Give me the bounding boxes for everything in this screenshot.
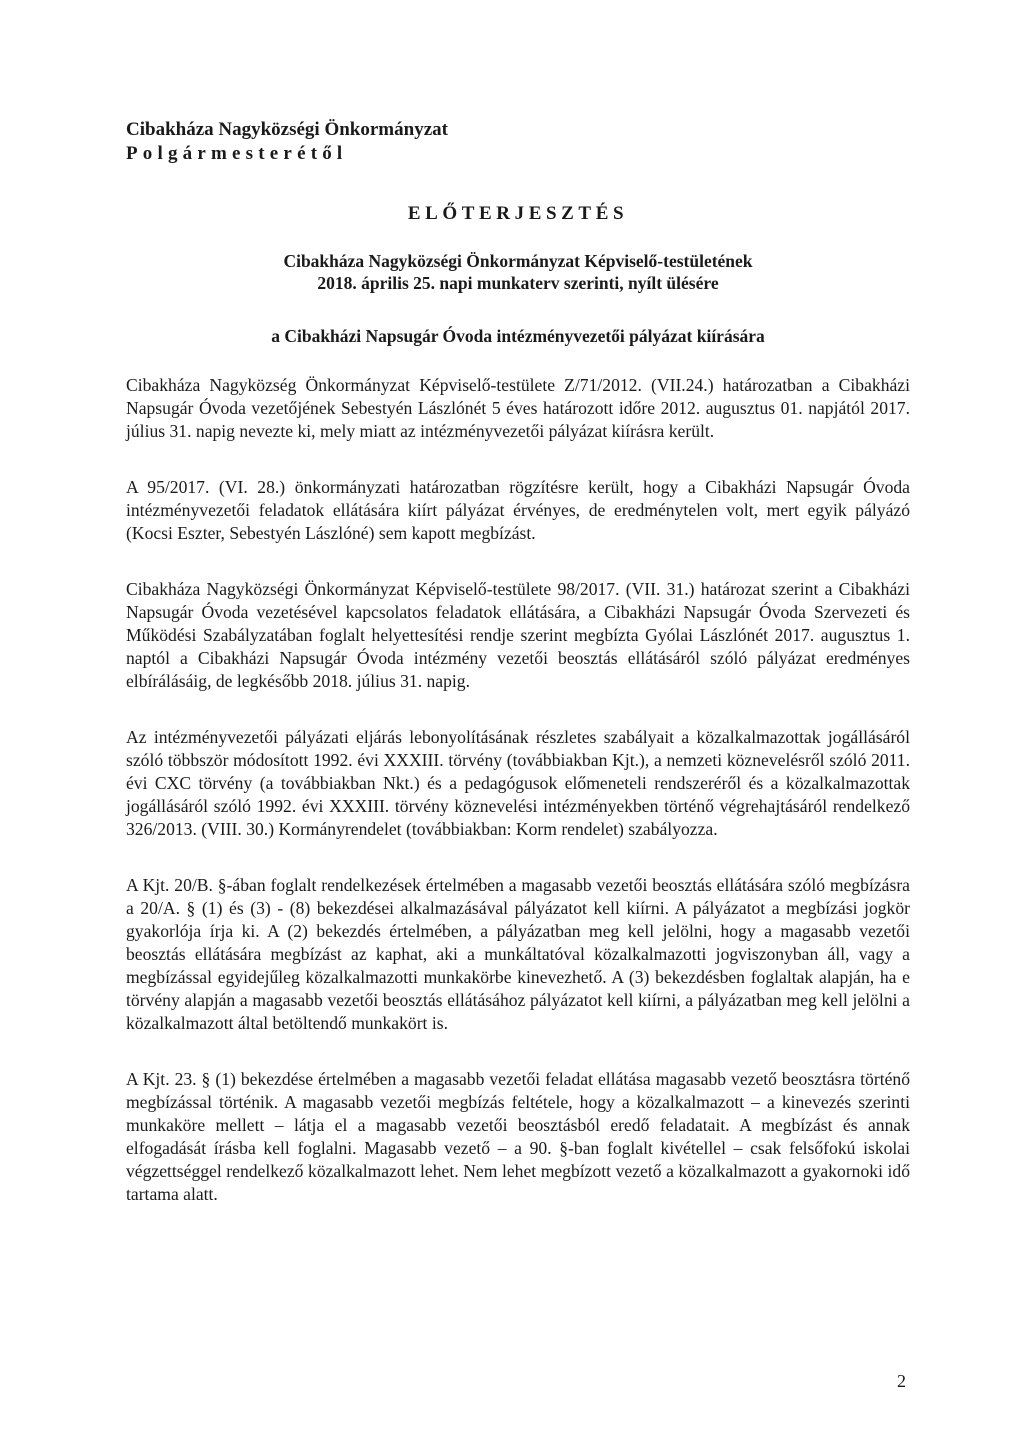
document-topic: a Cibakházi Napsugár Óvoda intézményvezetői pályázat kiírására bbox=[271, 326, 765, 346]
subject-line-2: 2018. április 25. napi munkaterv szerinti, nyílt ülésére bbox=[317, 273, 719, 293]
issuer-mayor: Polgármesterétől bbox=[126, 143, 348, 164]
document-title: ELŐTERJESZTÉS bbox=[407, 203, 629, 224]
paragraph-1: Cibakháza Nagyközség Önkormányzat Képviselő-testülete Z/71/2012. (VII.24.) határozatban a Cibakházi Napsugár Óvoda vezetőjének Sebestyén Lászlónét 5 éves határozott időre 2012. augusztus 01. napjától 2017. július 31. napig nevezte ki, mely miatt az intézményvezetői pályázat kiírásra került. bbox=[126, 375, 910, 441]
paragraph-3: Cibakháza Nagyközségi Önkormányzat Képviselő-testülete 98/2017. (VII. 31.) határozat szerint a Cibakházi Napsugár Óvoda vezetésével kapcsolatos feladatok ellátására, a Cibakházi Napsugár Óvoda Szervezeti és Működési Szabályzatában foglalt helyettesítési rendje szerint megbízta Gyólai Lászlónét 2017. augusztus 1. naptól a Cibakházi Napsugár Óvoda intézmény vezetői beosztás ellátásáról szóló pályázat eredményes elbírálásáig, de legkésőbb 2018. július 31. napig. bbox=[126, 579, 910, 691]
paragraph-6: A Kjt. 23. § (1) bekezdése értelmében a magasabb vezetői feladat ellátása magasabb vezető beosztásra történő megbízással történik. A magasabb vezetői megbízás feltétele, hogy a közalkalmazott – a kinevezés szerinti munkaköre mellett – látja el a magasabb vezetői beosztásból eredő feladatait. A megbízást és annak elfogadását írásba kell foglalni. Magasabb vezető – a 90. §-ban foglalt kivétellel – csak felsőfokú iskolai végzettséggel rendelkező közalkalmazott lehet. Nem lehet megbízott vezető a közalkalmazott a gyakornoki idő tartama alatt. bbox=[126, 1069, 910, 1204]
paragraph-5: A Kjt. 20/B. §-ában foglalt rendelkezések értelmében a magasabb vezetői beosztás ellátására szóló megbízásra a 20/A. § (1) és (3) - (8) bekezdései alkalmazásával pályázatot kell kiírni. A pályázatot a megbízási jogkör gyakorlója írja ki. A (2) bekezdés értelmében, a pályázatban meg kell jelölni, hogy a magasabb vezetői beosztás ellátására megbízást az kaphat, aki a munkáltatóval közalkalmazotti jogviszonyban áll, vagy a megbízással egyidejűleg közalkalmazotti munkakörbe kinevezhető. A (3) bekezdésben foglaltak alapján, ha e törvény alapján a magasabb vezetői beosztás ellátásához pályázatot kell kiírni, a pályázatban meg kell jelölni a közalkalmazott által betöltendő munkakört is. bbox=[126, 875, 910, 1033]
document-page bbox=[126, 118, 910, 1206]
issuer-name: Cibakháza Nagyközségi Önkormányzat bbox=[126, 119, 448, 140]
page-number: 2 bbox=[897, 1371, 906, 1391]
paragraph-2: A 95/2017. (VI. 28.) önkormányzati határozatban rögzítésre került, hogy a Cibakházi Napsugár Óvoda intézményvezetői feladatok ellátására kiírt pályázat érvényes, de eredménytelen volt, mert egyik pályázó (Kocsi Eszter, Sebestyén Lászlóné) sem kapott megbízást. bbox=[126, 477, 910, 543]
subject-line-1: Cibakháza Nagyközségi Önkormányzat Képviselő-testületének bbox=[283, 251, 753, 271]
paragraph-4: Az intézményvezetői pályázati eljárás lebonyolításának részletes szabályait a közalkalmazottak jogállásáról szóló többször módosított 1992. évi XXXIII. törvény (továbbiakban Kjt.), a nemzeti köznevelésről szóló 2011. évi CXC törvény (a továbbiakban Nkt.) és a pedagógusok előmeneteli rendszeréről és a közalkalmazottak jogállásáról szóló 1992. évi XXXIII. törvény köznevelési intézményekben történő végrehajtásáról rendelkező 326/2013. (VIII. 30.) Kormányrendelet (továbbiakban: Korm rendelet) szabályozza. bbox=[126, 727, 910, 839]
